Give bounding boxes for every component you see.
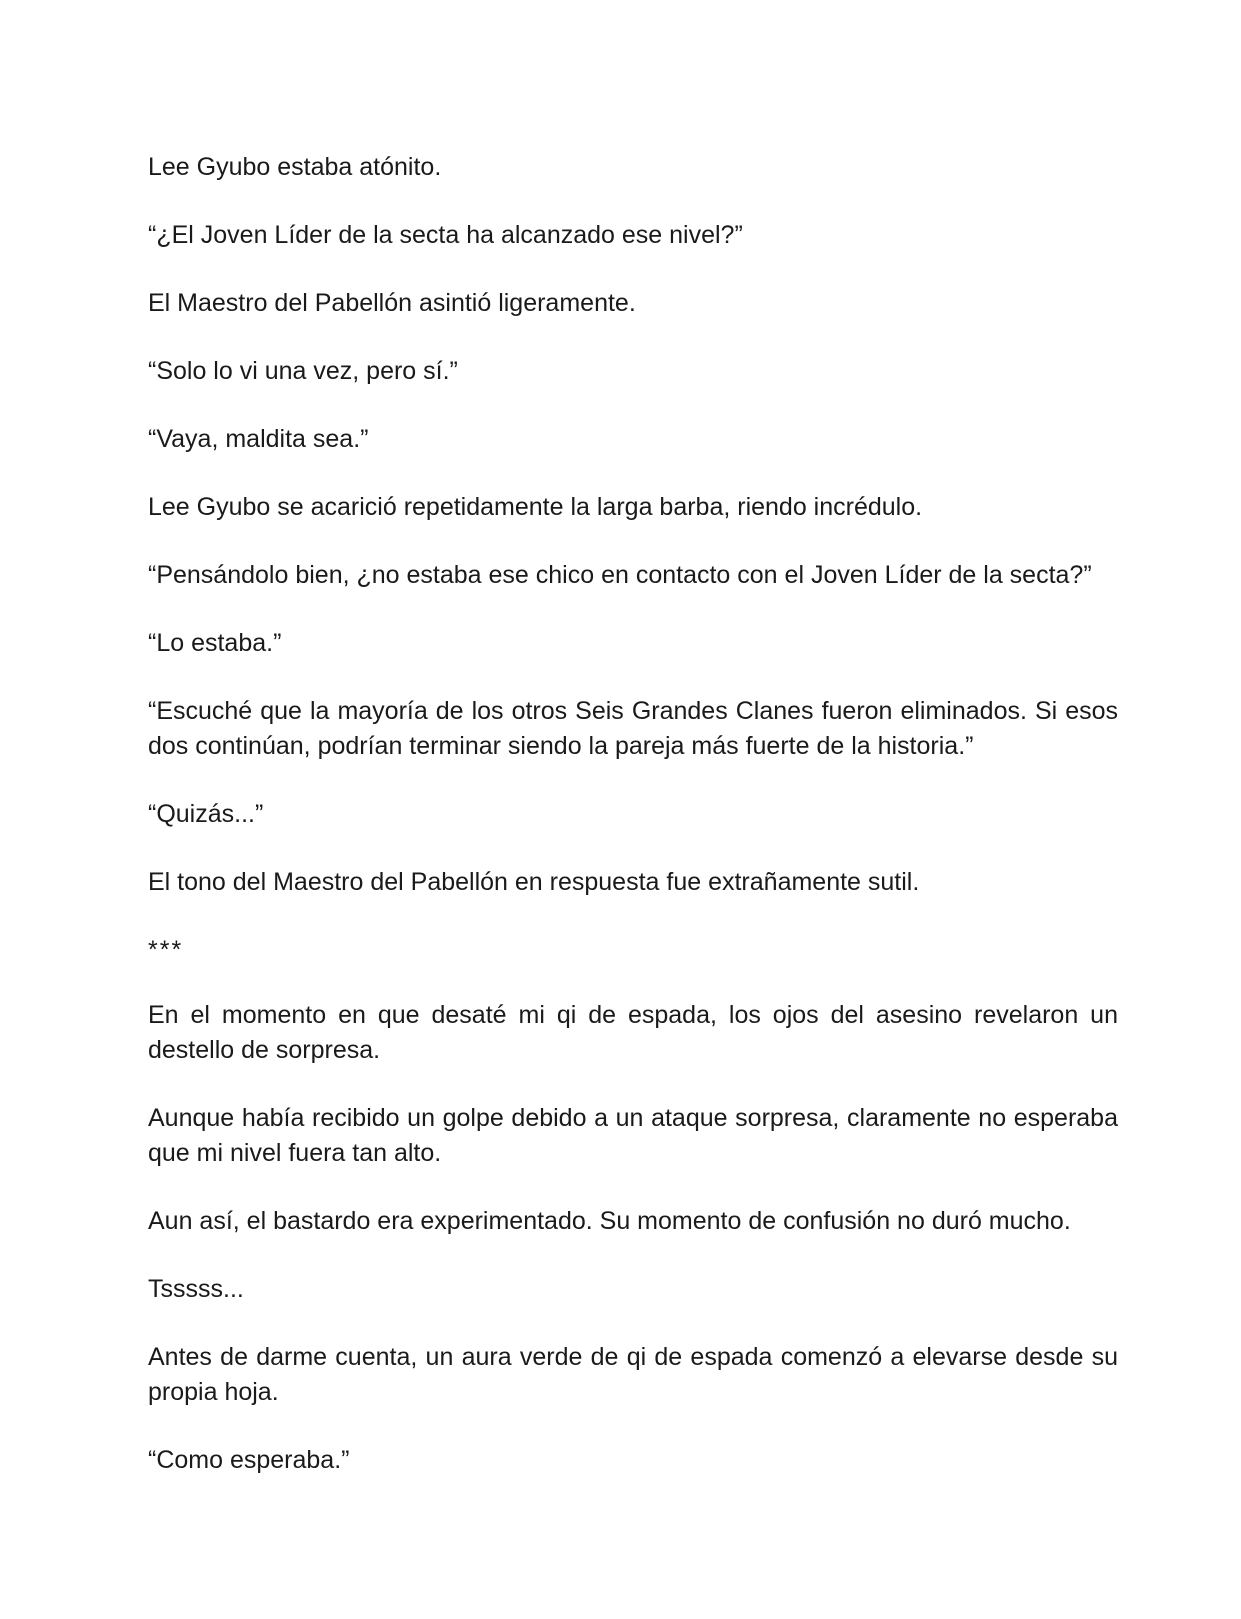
dialogue-line: “Vaya, maldita sea.” [148, 425, 369, 453]
sound-effect: Tsssss... [148, 1275, 244, 1303]
dialogue-line: “¿El Joven Líder de la secta ha alcanzado ese nivel?” [148, 221, 743, 249]
paragraph: Antes de darme cuenta, un aura verde de qi de espada comenzó a elevarse desde su propia hoja. [148, 1343, 1118, 1406]
paragraph: El tono del Maestro del Pabellón en respuesta fue extrañamente sutil. [148, 868, 920, 896]
dialogue-line: “Escuché que la mayoría de los otros Seis Grandes Clanes fueron eliminados. Si esos dos continúan, podrían terminar siendo la pareja más fuerte de la historia.” [148, 697, 1118, 760]
dialogue-line: “Como esperaba.” [148, 1446, 350, 1474]
paragraph: Aunque había recibido un golpe debido a un ataque sorpresa, claramente no esperaba que mi nivel fuera tan alto. [148, 1104, 1118, 1167]
document-page [148, 150, 1118, 1511]
scene-separator: *** [148, 936, 184, 964]
paragraph: Lee Gyubo estaba atónito. [148, 153, 442, 181]
paragraph: Aun así, el bastardo era experimentado. Su momento de confusión no duró mucho. [148, 1207, 1071, 1235]
dialogue-line: “Solo lo vi una vez, pero sí.” [148, 357, 458, 385]
dialogue-line: “Pensándolo bien, ¿no estaba ese chico en contacto con el Joven Líder de la secta?” [148, 561, 1092, 589]
paragraph: Lee Gyubo se acarició repetidamente la larga barba, riendo incrédulo. [148, 493, 923, 521]
paragraph: En el momento en que desaté mi qi de espada, los ojos del asesino revelaron un destello de sorpresa. [148, 1001, 1118, 1064]
dialogue-line: “Lo estaba.” [148, 629, 282, 657]
paragraph: El Maestro del Pabellón asintió ligeramente. [148, 289, 636, 317]
dialogue-line: “Quizás...” [148, 800, 264, 828]
